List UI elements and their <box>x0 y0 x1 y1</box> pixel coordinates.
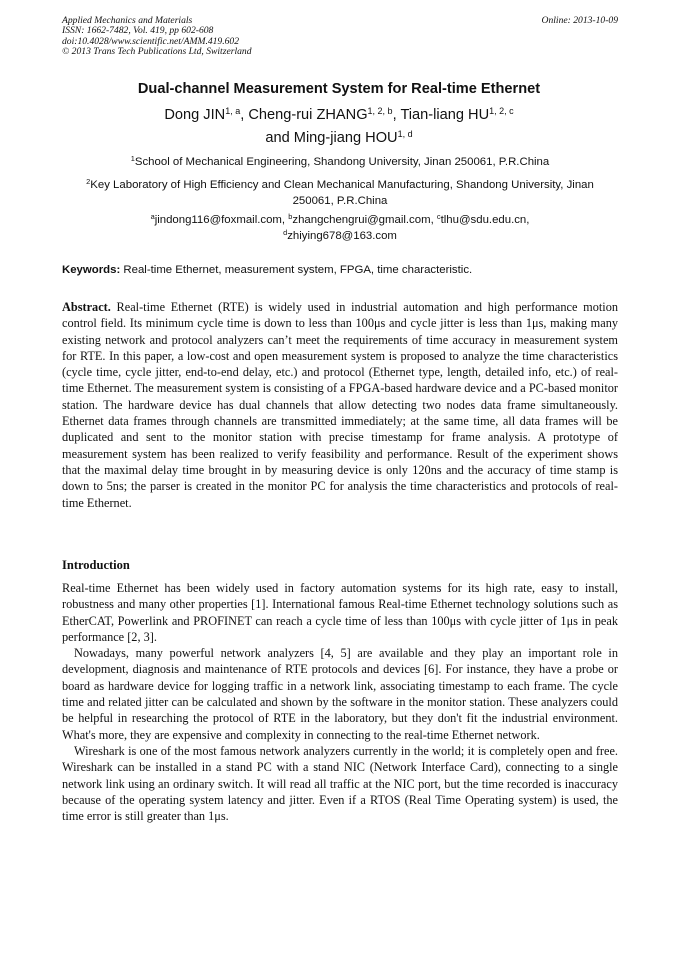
copyright-line: © 2013 Trans Tech Publications Ltd, Switzerland <box>62 46 252 58</box>
affiliation-text: Key Laboratory of High Efficiency and Clean Mechanical Manufacturing, Shandong University, Jinan 250061, P.R.China <box>90 179 594 207</box>
affiliation-mark: 1 <box>130 154 135 163</box>
email-address[interactable]: tlhu@sdu.edu.cn, <box>440 214 530 226</box>
intro-paragraph-2: Nowadays, many powerful network analyzers [4, 5] are available and they play an important role in development, diagnosis and maintenance of RTE protocols and devices [6]. For instance, they have a probe or board as hardware device for logging traffic in a network link, associating timestamp to each frame. The cycle time and related jitter can be calculated and shown by the software in the monitor station. These analyzers could be helpful in researching the protocol of RTE in the laboratory, but they don't fit the industrial environment. What's more, they are expensive and complexity in connecting to the real-time Ethernet network. <box>62 646 618 742</box>
author-conjunction: and <box>265 130 294 146</box>
author-affil-mark: 1, 2, c <box>489 106 514 116</box>
issn-line: ISSN: 1662-7482, Vol. 419, pp 602-608 <box>62 25 214 37</box>
abstract-text: Real-time Ethernet (RTE) is widely used in industrial automation and high performance motion control field. Its minimum cycle time is down to less than 100μs and cycle jitter is less than 1μs, making many existing network and protocol analyzers can’t meet the requirements of time accuracy in measurement system for RTE. In this paper, a low-cost and open measurement system is proposed to analyze the time characteristics (cycle time, cycle jitter, end-to-end delay, etc.) and protocol (Ethernet type, length, detailed info, etc.) of real-time Ethernet. The measurement system is consisting of a FPGA-based hardware device and a PC-based monitor station. The hardware device has dual channels that allow detecting two nodes data frame simultaneously. Ethernet data frames through channels are transmitted immediately; at the same time, all data frames will be duplicated and sent to the monitor station with precise timestamp for frame analysis. A prototype of measurement system has been realized to verify feasibility and performance. Result of the experiment shows that the maximal delay time brought in by measuring device is only 120ns and the accuracy of time stamp is down to 5ns; the parser is created in the monitor PC for analysis the time characteristics and protocols of real-time Ethernet. <box>62 300 618 510</box>
introduction-body <box>62 580 618 824</box>
author-list <box>40 104 638 150</box>
intro-paragraph-1: Real-time Ethernet has been widely used in factory automation systems for its high rate, easy to install, robustness and many other properties [1]. International famous Real-time Ethernet technology solutions such as EtherCAT, Powerlink and PROFINET can reach a cycle time of less than 100μs with cycle jitter of 1μs in peak performance [2, 3]. <box>62 581 618 644</box>
author-name: Ming-jiang HOU <box>293 130 398 146</box>
paper-title: Dual-channel Measurement System for Real-time Ethernet <box>137 81 541 97</box>
author-separator: , <box>392 107 401 123</box>
keywords-text: Real-time Ethernet, measurement system, FPGA, time characteristic. <box>120 264 473 276</box>
email-address[interactable]: zhiying678@163.com <box>287 230 397 242</box>
author-affil-mark: 1, 2, b <box>367 106 393 116</box>
email-mark: b <box>288 212 293 221</box>
affiliation-1 <box>62 154 618 170</box>
affiliation-mark: 2 <box>86 177 91 186</box>
affiliation-text: School of Mechanical Engineering, Shandong University, Jinan 250061, P.R.China <box>134 156 550 168</box>
journal-name: Applied Mechanics and Materials <box>62 15 193 26</box>
abstract-label: Abstract. <box>62 300 111 314</box>
author-affil-mark: 1, d <box>397 129 413 139</box>
intro-paragraph-3: Wireshark is one of the most famous network analyzers currently in the world; it is completely open and free. Wireshark can be installed in a stand PC with a stand NIC (Network Interface Card), connecting to a single network link using an ordinary switch. It will read all traffic at the NIC port, but the time recorded is inaccuracy because of the operating system latency and jitter. Even if a RTOS (Real Time Operating system) is used, the time error is still greater than 1μs. <box>62 743 618 824</box>
email-mark: c <box>436 212 441 221</box>
journal-header <box>62 16 618 58</box>
keywords-label: Keywords: <box>62 264 121 276</box>
email-address[interactable]: zhangchengrui@gmail.com, <box>292 214 437 226</box>
author-name: Dong JIN <box>164 107 226 123</box>
email-mark: a <box>150 212 155 221</box>
author-name: Tian-liang HU <box>400 107 490 123</box>
abstract-paragraph <box>62 299 618 511</box>
email-mark: d <box>283 228 288 237</box>
author-line-2 <box>40 127 638 150</box>
author-affil-mark: 1, a <box>225 106 241 116</box>
author-name: Cheng-rui ZHANG <box>248 107 368 123</box>
email-address[interactable]: jindong116@foxmail.com, <box>154 214 289 226</box>
author-emails <box>62 212 618 244</box>
section-heading-introduction: Introduction <box>62 558 130 572</box>
doi-line: doi:10.4028/www.scientific.net/AMM.419.602 <box>62 35 240 47</box>
author-line-1 <box>40 104 638 127</box>
affiliation-2 <box>62 177 618 209</box>
online-date: Online: 2013-10-09 <box>541 15 618 26</box>
author-separator: , <box>240 107 249 123</box>
keywords-line <box>62 262 618 278</box>
